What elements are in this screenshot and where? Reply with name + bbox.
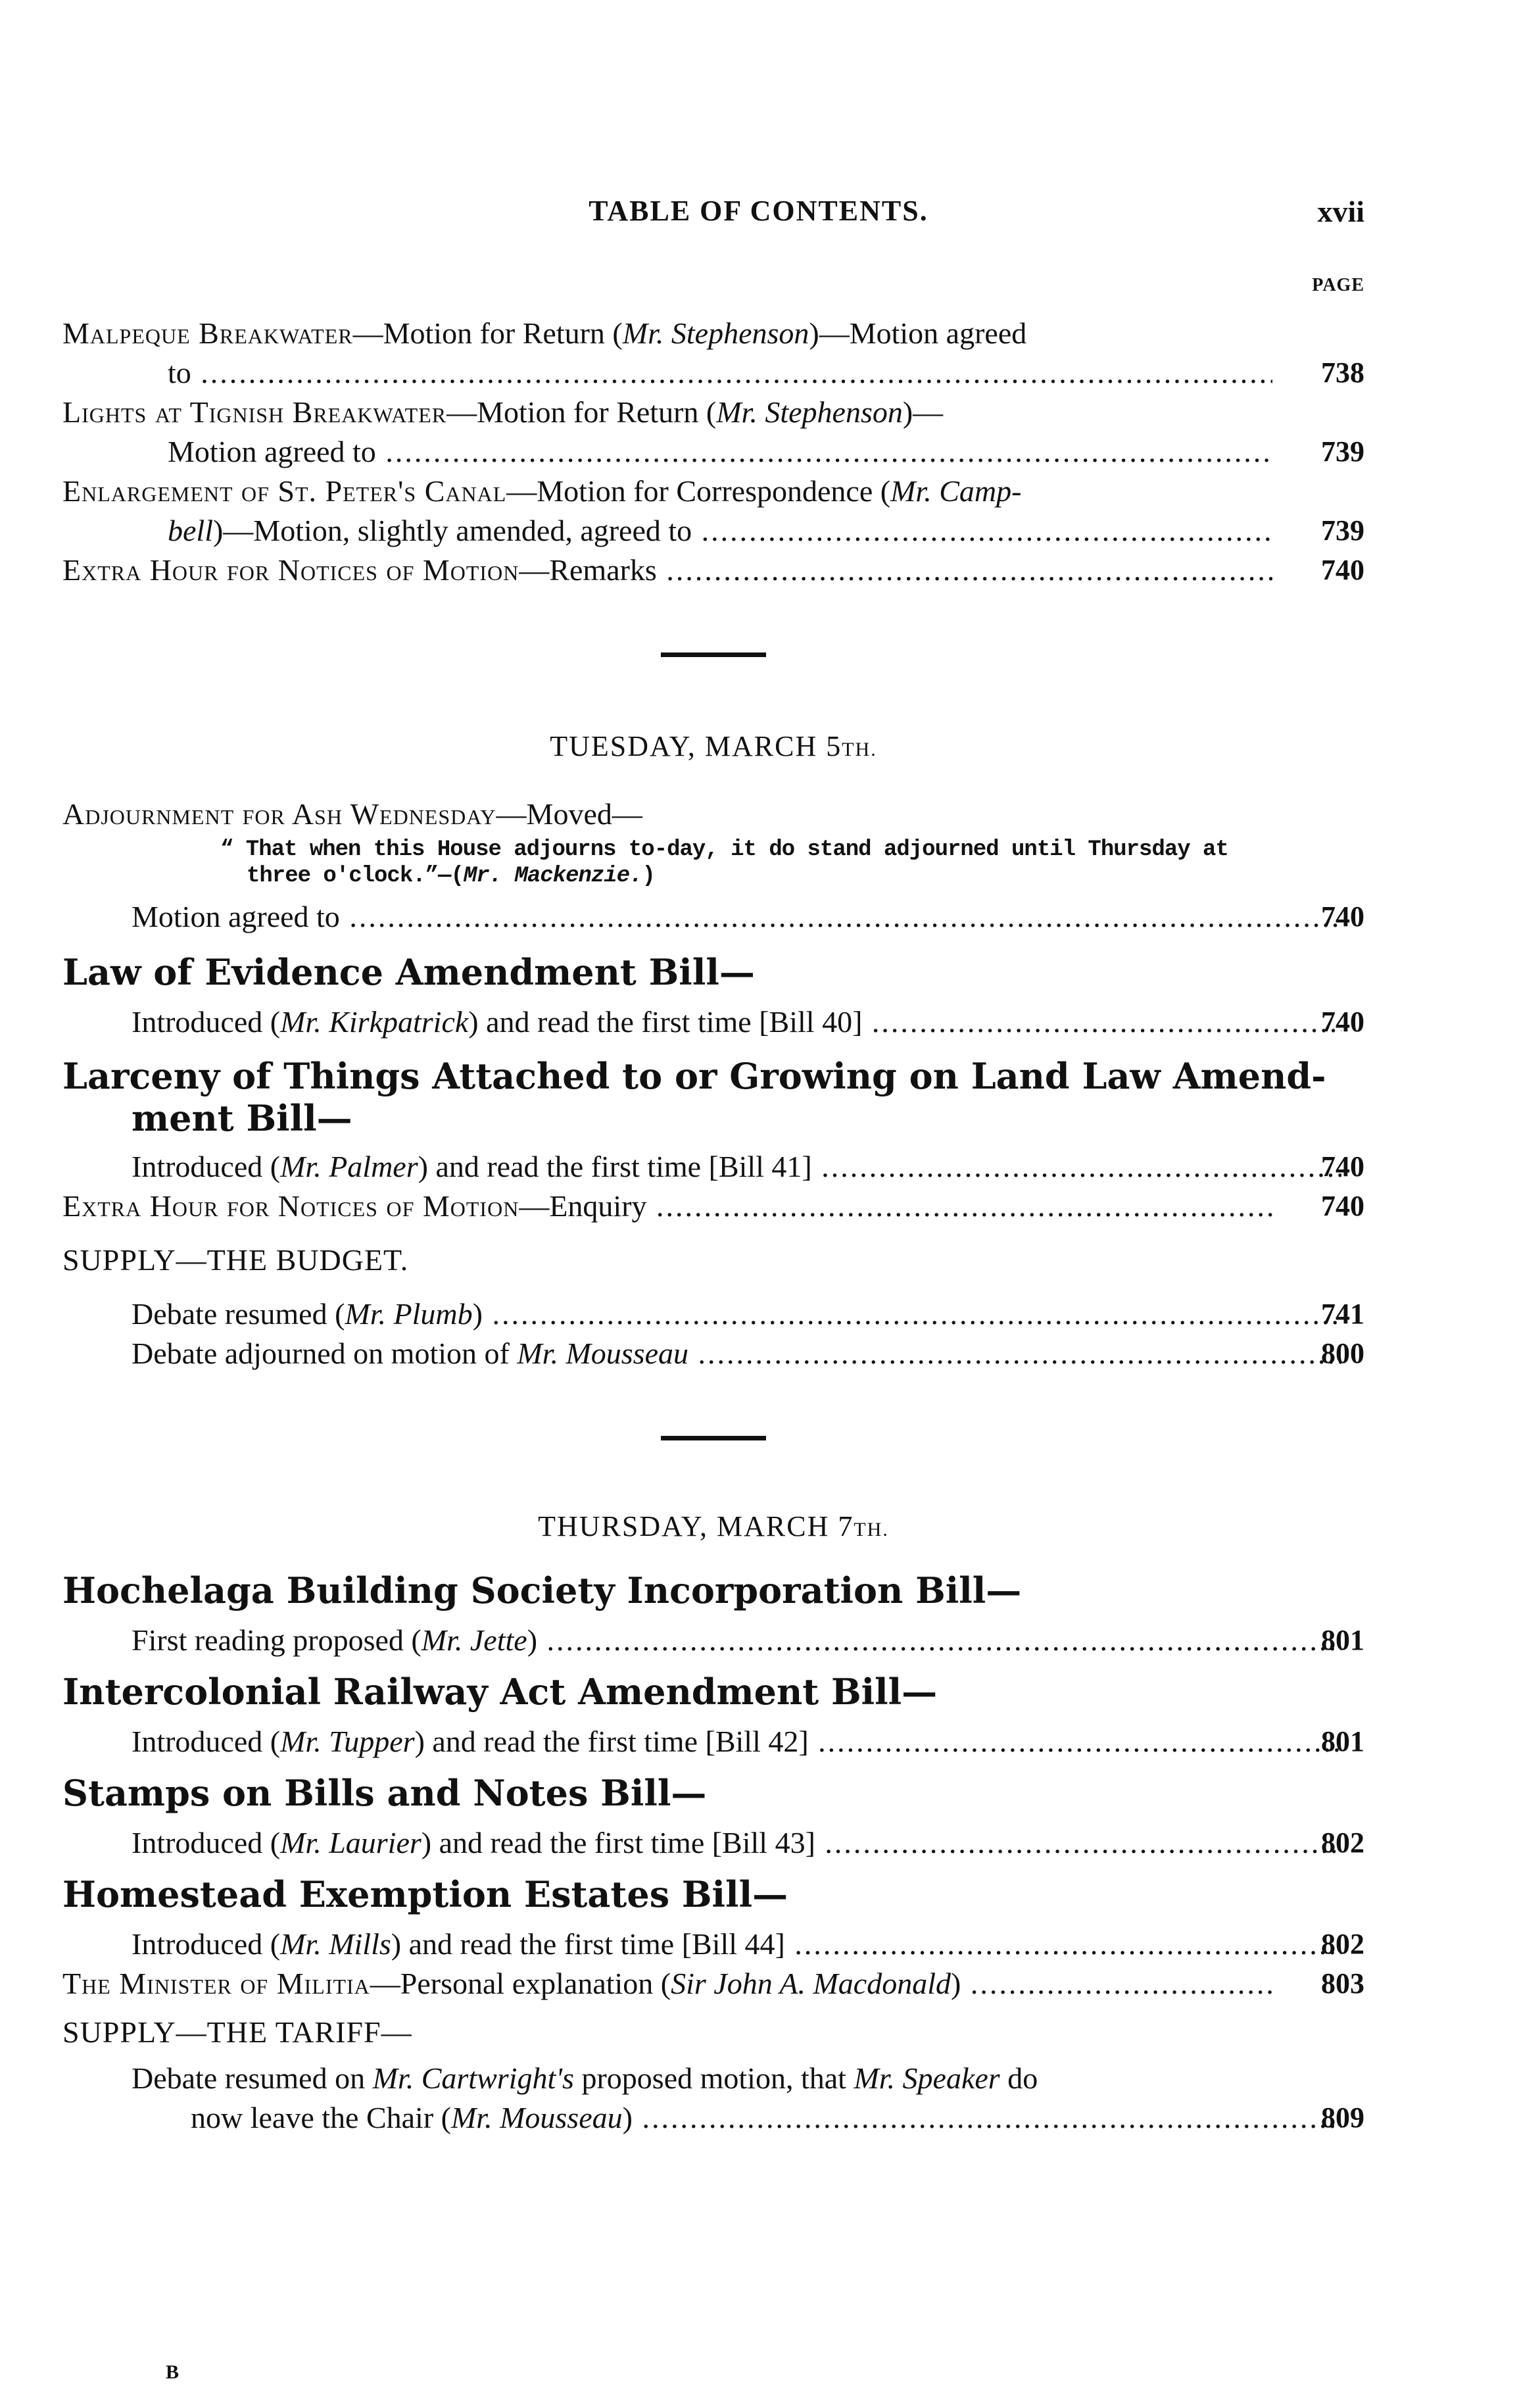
- toc-entry-law-of-evidence: [62, 1002, 1364, 1042]
- page-column-label: PAGE: [1312, 275, 1364, 295]
- entry-text: Debate adjourned on motion of: [132, 1337, 518, 1370]
- entry-head: Extra Hour for Notices of Motion: [62, 553, 519, 587]
- entry-text: ) and read the first time [Bill 40]: [468, 1005, 863, 1039]
- folio: xvii: [1317, 195, 1364, 228]
- member-name: Mr. Mills: [280, 1927, 391, 1961]
- entry-text: ) and read the first time [Bill 41]: [418, 1150, 812, 1183]
- entry-text: Introduced (: [132, 1005, 281, 1039]
- quote-close: ): [642, 864, 655, 889]
- entry-text: Motion agreed to: [132, 900, 340, 933]
- page-number: 809: [1321, 2101, 1364, 2134]
- entry-head: Enlargement of St. Peter's Canal: [62, 474, 507, 508]
- section-divider: [661, 1436, 766, 1440]
- toc-entry-intercolonial: [62, 1722, 1364, 1761]
- page-number: 800: [1321, 1337, 1364, 1369]
- page-number: 739: [1321, 435, 1364, 468]
- page-number: 740: [1321, 900, 1364, 933]
- bill-title: Law of Evidence Amendment Bill—: [62, 951, 755, 993]
- toc-entry-motion-agreed: [62, 897, 1364, 937]
- date-label: TUESDAY, MARCH 5: [550, 730, 842, 762]
- entry-text: ) and read the first time [Bill 43]: [421, 1826, 815, 1859]
- entry-text: —Motion for Return (: [352, 316, 623, 350]
- quote-line: “ That when this House adjourns to-day, it do stand adjourned until Thursday at: [220, 837, 1228, 862]
- date-label: THURSDAY, MARCH 7: [538, 1510, 854, 1542]
- page-number: 740: [1321, 1006, 1364, 1038]
- bill-title: Stamps on Bills and Notes Bill—: [62, 1772, 707, 1814]
- supply-heading: SUPPLY—THE BUDGET.: [62, 1243, 409, 1277]
- toc-body: [62, 306, 1364, 2138]
- entry-text: proposed motion, that: [573, 2061, 854, 2095]
- member-name: Sir John A. Macdonald: [671, 1967, 951, 2000]
- running-head: [0, 194, 1517, 240]
- date-suffix: TH.: [854, 1519, 889, 1540]
- entry-head: Malpeque Breakwater: [62, 316, 353, 350]
- page-number: 803: [1321, 1967, 1364, 2000]
- entry-cont: )—Motion, slightly amended, agreed to: [212, 514, 692, 547]
- entry-text: ) and read the first time [Bill 44]: [391, 1927, 785, 1961]
- toc-entry-extra-hour: [62, 551, 1364, 590]
- member-name: Mr. Laurier: [280, 1826, 421, 1859]
- toc-entry-minister-militia: [62, 1964, 1364, 2003]
- entry-head: Extra Hour for Notices of Motion: [62, 1189, 519, 1223]
- page-number: 802: [1321, 1827, 1364, 1859]
- entry-text: Introduced (: [132, 1927, 281, 1961]
- toc-entry-stamps: [62, 1823, 1364, 1863]
- entry-text: Debate resumed (: [132, 1297, 345, 1331]
- member-name: Mr. Stephenson: [622, 316, 809, 350]
- entry-text: ): [472, 1297, 483, 1331]
- entry-cont: now leave the Chair (: [191, 2101, 451, 2134]
- entry-head: Adjournment for Ash Wednesday: [62, 797, 496, 831]
- member-name: Mr. Palmer: [280, 1150, 418, 1183]
- member-name: bell: [168, 514, 213, 547]
- entry-text: ) and read the first time [Bill 42]: [414, 1725, 809, 1758]
- supply-heading: SUPPLY—THE TARIFF—: [62, 2015, 412, 2049]
- page-number: 740: [1321, 554, 1364, 586]
- member-name: Mr. Mousseau: [517, 1337, 689, 1370]
- member-name: Mr. Kirkpatrick: [280, 1005, 469, 1039]
- page-number: 739: [1321, 514, 1364, 547]
- entry-text: Introduced (: [132, 1826, 281, 1859]
- page-number: 801: [1321, 1725, 1364, 1757]
- signature-mark: B: [166, 2361, 180, 2383]
- page-number: 738: [1321, 356, 1364, 389]
- entry-cont: ): [622, 2101, 633, 2134]
- motion-quote: [62, 837, 1325, 889]
- entry-cont: Motion agreed to: [168, 435, 376, 468]
- entry-text: —Enquiry: [519, 1189, 647, 1223]
- entry-text: —Motion for Correspondence (: [506, 474, 891, 508]
- member-name: Mr. Mackenzie.: [463, 864, 642, 889]
- toc-entry-malpeque: [62, 314, 1364, 393]
- toc-entry-st-peters-canal: [62, 472, 1364, 551]
- entry-text: )—: [902, 395, 944, 429]
- entry-text: )—Motion agreed: [809, 316, 1027, 350]
- member-name: Mr. Mousseau: [450, 2101, 623, 2134]
- page-number: 802: [1321, 1928, 1364, 1960]
- entry-text: First reading proposed (: [132, 1623, 421, 1657]
- member-name: Mr. Cartwright's: [372, 2061, 574, 2095]
- toc-entry-tariff-debate: [62, 2059, 1364, 2138]
- member-name: Mr. Jette: [421, 1623, 527, 1657]
- bill-title: [62, 1055, 1364, 1139]
- toc-entry-extra-hour-enquiry: [62, 1187, 1364, 1226]
- entry-text: —Personal explanation (: [370, 1967, 671, 2000]
- date-heading-thursday: [62, 1510, 1364, 1543]
- section-divider: [661, 652, 766, 657]
- member-name: Mr. Camp-: [890, 474, 1022, 508]
- date-suffix: TH.: [842, 739, 877, 760]
- entry-text: do: [999, 2061, 1038, 2095]
- bill-title: Intercolonial Railway Act Amendment Bill—: [62, 1671, 938, 1713]
- member-name: Mr. Speaker: [854, 2061, 1000, 2095]
- toc-entry-lights-tignish: [62, 393, 1364, 472]
- entry-text: —Moved—: [496, 797, 642, 831]
- bill-title: Homestead Exemption Estates Bill—: [62, 1873, 788, 1915]
- member-name: Mr. Stephenson: [716, 395, 903, 429]
- bill-title: Hochelaga Building Society Incorporation Bill—: [62, 1569, 1022, 1611]
- entry-text: —Remarks: [519, 553, 657, 587]
- toc-entry-larceny: [62, 1147, 1364, 1187]
- toc-entry-homestead: [62, 1925, 1364, 1964]
- entry-head: The Minister of Militia: [62, 1967, 370, 2000]
- member-name: Mr. Plumb: [345, 1297, 473, 1331]
- page-number: 741: [1321, 1298, 1364, 1330]
- toc-entry-adjournment: [62, 795, 1364, 834]
- page-number: 740: [1321, 1190, 1364, 1222]
- entry-text: ): [951, 1967, 961, 2000]
- entry-text: Debate resumed on: [132, 2061, 373, 2095]
- entry-head: Lights at Tignish Breakwater: [62, 395, 447, 429]
- page-title: TABLE OF CONTENTS.: [589, 195, 928, 227]
- member-name: Mr. Tupper: [280, 1725, 415, 1758]
- entry-text: Introduced (: [132, 1150, 281, 1183]
- page-number: 740: [1321, 1150, 1364, 1183]
- toc-entry-hochelaga: [62, 1621, 1364, 1660]
- entry-cont: to: [168, 356, 191, 389]
- entry-text: —Motion for Return (: [446, 395, 717, 429]
- toc-entry-debate-resumed: [62, 1294, 1364, 1334]
- date-heading-tuesday: [62, 729, 1364, 763]
- page-number: 801: [1321, 1624, 1364, 1656]
- bill-title-line: ment Bill—: [132, 1097, 352, 1139]
- quote-line: three o'clock.”—(: [247, 864, 464, 889]
- bill-title-line: Larceny of Things Attached to or Growing on Land Law Amend-: [62, 1055, 1326, 1097]
- toc-entry-debate-adjourned: [62, 1334, 1364, 1373]
- entry-text: ): [527, 1623, 538, 1657]
- entry-text: Introduced (: [132, 1725, 281, 1758]
